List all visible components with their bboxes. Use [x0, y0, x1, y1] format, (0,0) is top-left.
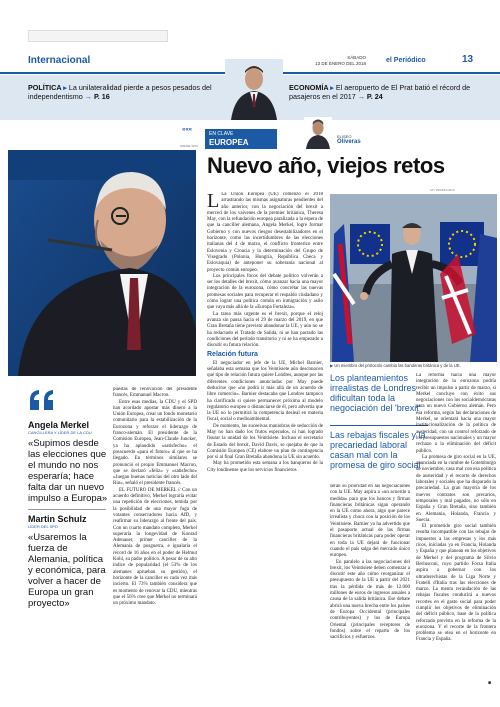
schulz-photo — [8, 150, 196, 376]
article-column-3 — [416, 373, 496, 679]
teaser-economy-kicker: ECONOMÍA — [289, 83, 329, 92]
date-full: 13 DE ENERO DEL 2018 — [315, 61, 366, 66]
teaser-politics[interactable] — [28, 83, 218, 101]
quote-person-name: Angela Merkel — [28, 420, 90, 430]
quote-divider — [28, 509, 106, 510]
quote-schulz — [28, 514, 108, 609]
paragraph — [207, 192, 323, 274]
newspaper-logo: el Periódico — [386, 57, 426, 64]
paragraph: La reforma hacia una mayor integración de la eurozona podría recibir un impulso a partir de marzo, si Merkel concluye con éxito sus negociaciones con los socialdemócratas para un nuevo Gobierno alemán. Pero esa reforma, según las declaraciones de Merkel, se orientará hacia una mayor institucionalización de la política de austeridad, con un control reforzado de los presupuestos nacionales y un mayor rechazo a la eliminación del déficit público. — [416, 373, 496, 454]
pull-quote-divider — [330, 425, 428, 426]
paragraph-text: La Unión Europea (UE) comenzó el 2018 arrastrando las mismas asignaturas pendientes del año anterior, con la negociación del brexit a merced de los vaivenes de la premier británica, Theresa May, con la refundación europea paralizada a la espera de que la canciller alemana, Angela Merkel, logre formar Gobierno y con nuevos riesgos desestabilizadores en el horizonte, como las incertidumbres de las elecciones italianas del 4 de marzo, el conflicto fronterizo entre Eslovenia y Croacia y la determinación del Grupo de Visegrado (Polonia, Hungría, República Checa y Eslovaquia) de anteponer su soberanía nacional al proyecto común europeo. — [207, 192, 323, 273]
teaser-portrait-photo — [225, 59, 283, 120]
article-headline: Nuevo año, viejos retos — [207, 153, 445, 178]
quote-text: «Usaremos la fuerza de Alemania, política y económica, para volver a hacer de Europa un gran proyecto» — [28, 532, 106, 609]
paragraph: De momento, las suceeivas maniobras de seducción de May no han dado los frutos esperados, ni han logrado fisurar la unidad de los Veintisiete. Incluso el secretario de Estado del brexit, David Davis, se quejaba de que la Comisión Europea (CE) elabore un plan de contingencia por si al final Gran Bretaña abandona la UE sin acuerdo. — [207, 423, 323, 461]
quote-person-name: Martin Schulz — [28, 514, 87, 524]
photo-caption — [330, 363, 496, 368]
quote-person-role: LÍDER DEL SPD — [28, 524, 58, 529]
paragraph: En paralelo a las negociaciones del brexit, los Veintisiete deben comenzar a discutir este año cómo reorganizar el presupuesto de la UE a partir del 2021 tras la pérdida de más de 12.000 millones de euros de ingresos anuales a causa de la salida británica. Ese debate abrirá una nueva brecha entre los países de Europa Occidental (principales contribuyentes) y los de Europa Oriental (principales receptores de fondos) sobre el reparto de los sacrificios y esfuerzos. — [330, 559, 410, 641]
section-label-line1: EN CLAVE — [209, 131, 234, 137]
paragraph: El negociador en jefe de la UE, Michel Barnier, señalaba esta semana que los Veintisiete aún desconocen qué tipo de relación futura quiere Londres, aunque por las diferentes condiciones anunciadas por May puede deducirse que «no podrá ir más allá de un acuerdo de libre comercio». Barnier destacaba que Londres tampoco ha clarificado si quiere permanecer próxima al modelo regulatorio europeo o distanciarse de él, pero advertía que la UE no lo permitirá la competencia desleal en materia fiscal, social o medioambiental. — [207, 360, 323, 423]
date-weekday: SÁBADO — [347, 55, 366, 60]
teaser-politics-text: La unilateralidad pierde a pesos pesados del independentismo — [28, 83, 212, 101]
quote-marks-icon — [28, 388, 56, 412]
author-avatar — [304, 117, 332, 149]
section-title: Internacional — [28, 55, 91, 66]
quote-merkel — [28, 420, 108, 504]
quote-person-role: CANCILLERA Y LÍDER DE LA CDU — [28, 430, 92, 435]
page-date — [306, 55, 366, 67]
teaser-politics-kicker: POLÍTICA — [28, 83, 62, 92]
article-subheading: Relación futura — [207, 351, 258, 359]
page-number: 13 — [462, 54, 474, 65]
teaser-economy[interactable] — [289, 83, 479, 101]
article-column-1 — [207, 192, 323, 684]
section-label-line2: EUROPEA — [209, 138, 249, 147]
paragraph: La tarea más urgente es el brexit, porque el reloj avanza sin pausa hacia el 29 de marzo del 2019, en que Gran Bretaña tiene previsto abandonar la UE, y aún no se ha redactado el Tratado de Salida, ni se han pactado las condiciones del período transitorio y ni se ha empezado a discutir su futura relación. — [207, 311, 323, 349]
pull-quote-1: Los planteamientos irrealistas de Londres dificultan toda la negociación del 'brexit' — [330, 373, 421, 413]
triangle-right-icon: ▶ — [330, 363, 335, 368]
photo-caption-text: Un miembro del protocolo cambia las banderas británica y de la UE. — [334, 363, 461, 368]
author-byline — [337, 134, 361, 145]
arrow-right-icon: → — [82, 92, 94, 101]
sidebar-text-column — [113, 387, 197, 683]
teaser-banner — [0, 75, 500, 120]
arrow-right-icon: → — [355, 92, 367, 101]
paragraph: Entre esas medias, la CDU y el SPD han acordado apostar más dinero a la Unión Europea, crear un fondo monetario comunitario para la estabilización de la Eurozona y reforzar el liderazgo de franco-alemán. El presidente de la Comisión Europea, Jean-Claude Juncker, ya ha aplaudido «satisfecho» el preacuerdo «para el futuro» al que se ha llegado. En términos similares se pronunció el propio Emmanuel Macron, que se declaró «feliz» y «satisfecho» «Juegan buenas noticias del otro lado del Rin», señaló el presidente francés. — [113, 399, 197, 487]
teaser-economy-text: El aeropuerto de El Prat batió el récord de pasajeros en el 2017 — [289, 83, 471, 101]
photo-credit-left: FRIEDEL WITH — [180, 145, 199, 148]
teaser-economy-ref: P. 24 — [366, 92, 383, 101]
dropcap: L — [207, 192, 220, 212]
teaser-politics-ref: P. 16 — [93, 92, 110, 101]
arrow-right-icon: ▸ — [328, 83, 336, 92]
paragraph: puestas de renovación del presidente francés, Emmanuel Macron. — [113, 387, 197, 399]
paragraph: EL FUTURO DE MERKEL // Con un acuerdo definitivo, Merkel lograría evitar una repetición de elecciones, temida por la posibilidad de una mayor fuga de votantes conservadores hacia AfD, y reafirmar su liderazgo al frente del país. Con un cuarto mandato completo, Merkel superaría la longevidad de Konrad Adenauer, primer canciller de la Alemania de posguerra, e igualaría el récord de 16 años en el poder de Helmut Kohl, su padre político. A pesar de su alto índice de popularidad (el 53% de los alemanes aprueban su gestión), el horizonte de la canciller es cada vez más incierto. El 73% también considera que es momento de renovar la CDU, mientras que el 56% cree que Merkel no terminará un próximo mandato. — [113, 487, 197, 607]
top-strip — [0, 0, 500, 50]
arrow-right-icon: ▸ — [61, 83, 69, 92]
section-label — [205, 129, 277, 149]
article-column-2 — [330, 484, 410, 684]
quote-text: «Supimos desde las elecciones que el mundo no nos esperaría; hace falta dar un nuevo impulso a Europa» — [28, 438, 108, 504]
author-last-name: Oliveras — [337, 139, 361, 145]
flags-photo — [330, 194, 497, 362]
ornament-arrows: ««« — [182, 127, 193, 133]
paragraph: El prometido giro social también resulta incompatible con las rebajas de impuestos a las empresas y los más ricos, iniciadas ya en Francia, Holanda y España y que planean en los objetivos de Merkel y del programa de Silvio Berlusconi, cuyo partido Forza Italia aspira a gobernar con los ultraderechistas de la Liga Norte y Fratelli d'Italia tras las elecciones de marzo. La menta recaudación de las rebajas fiscales conducirá a nuevos recortes en el gasto social para poder cumplir los objetivos de eliminación del déficit público, base de la política reforzada prevista en la reforma de la eurozona. Y el recorte de la frontera problema se otea en el horizonte en Francia y España. — [416, 524, 496, 643]
paragraph: May ha prometido esta semana a los banqueros de la City londinense que los servicios financieros — [207, 461, 323, 473]
paragraph: Los principales focos del debate político volverán a ser los detalles del brexit, cómo avanzar hacia una mayor integración de la eurozona, cómo concretar las nuevas promesas sociales para recuperar el respaldo ciudadano y cómo lograr una política común en inmigración y asilo que vaya más allá de la «Europa Fortaleza». — [207, 273, 323, 311]
author-first-name: ELISEO — [337, 134, 352, 139]
end-of-article-mark: ■ — [488, 680, 492, 686]
photo-credit-right: AP / VIRGINIA MAYO — [430, 189, 455, 192]
paragraph: serán su prioridad en las negociaciones con la UE. May aspira a «un acuerdo a medida» para que los bancos y firmas financieras británicas sigan operando en la UE como ahora, algo que parece irrealista y choca con la posición de los Veintisiete. Barnier ya ha advertido que el pasaporte actual de las firmas financieras británicas para poder operar en toda la UE dejará de funcionar cuando el país salga del mercado único europeo. — [330, 484, 410, 559]
paragraph: La promesa de giro social en la UE, anunciada en la cumbre de Gotemburgo de noviembre, casa mal con esa política de austeridad y el recorte de derechos laborales y sociales que ha disparado la precariedad. La gran mayoría de los nuevos contratos son precarios, temporales y mal pagados, no sólo en España y Gran Bretaña, sino también en Alemania, Holanda, Francia y Suecia. — [416, 454, 496, 523]
top-advert-placeholder — [28, 30, 168, 42]
pull-quote-2: Las rebajas fiscales y la precariedad laboral casan mal con la promesa de giro social — [330, 430, 426, 470]
